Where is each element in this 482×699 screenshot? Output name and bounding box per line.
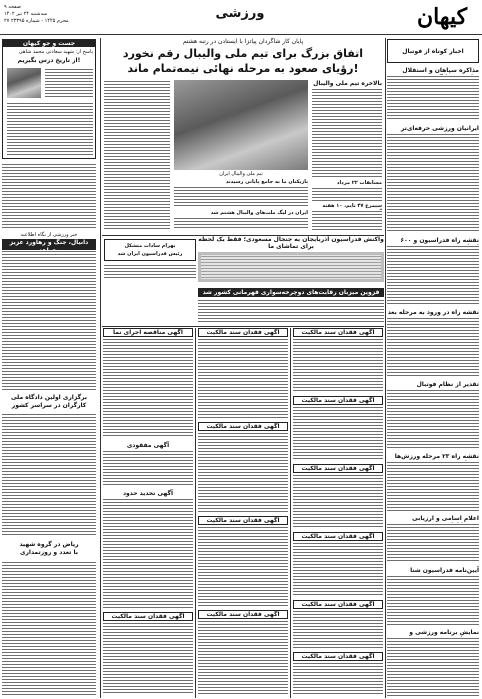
left-story4-heading: ریاض در گروه شهید با تعدد و روزتمداری (19, 541, 79, 556)
ads-column-3 (292, 328, 384, 698)
bar-body (198, 299, 384, 323)
banner-headline: واکنش فدراسیون آذربایجان به جنجال مسعودی؛ فقط یک لحظه برای تماشای ما (198, 236, 384, 250)
lead-body-right-3 (312, 210, 382, 230)
ad-title-14: آگهی فقدان سند مالکیت (293, 652, 383, 661)
lead-photo (174, 80, 308, 170)
right-h4: نقشه راه در ورود به مرحله بعد (387, 309, 479, 316)
left-story2-intro: خبر ورزشی از نگاه اطلاعیه (20, 232, 78, 238)
ad-body-11 (198, 620, 288, 694)
lead-headline-1: اتفاق بزرگ برای تیم ملی والیبال رقم نخورد (122, 47, 364, 60)
left-box-text (45, 68, 93, 98)
ad-title-9: آگهی فقدان سند مالکیت (198, 422, 288, 431)
issue-number: ۲۷ محرم ۱۴۴۵ - شماره ۲۳۳۹۵ (4, 18, 69, 24)
left-story2-heading: دانیال، جنگ و رهاورد عزیز (2, 239, 96, 255)
ad-title-10: آگهی فقدان سند مالکیت (198, 516, 288, 525)
ad-body-10 (198, 526, 288, 606)
left-body-2 (2, 250, 96, 390)
ad-body-13 (293, 610, 383, 648)
ad-body-8 (103, 622, 193, 694)
inset-body (104, 264, 196, 278)
lead-body-left (104, 80, 170, 230)
lead-body-right-2 (312, 187, 382, 201)
ad-title-13: آگهی فقدان سند مالکیت (293, 600, 383, 609)
bar-headline: قزوین میزبان رقابت‌های دوچرخه‌سواری قهرمانی کشور شد (198, 288, 384, 297)
left-box-sub: پاسخ از: شهید سعادتی محمد شاهی (18, 49, 93, 55)
ad-body-12 (293, 542, 383, 596)
ad-body-6 (103, 450, 193, 486)
lead-sub1: بازیکنان ما به جامع پایانی رسیدند (225, 179, 308, 185)
lead-body-mid-2 (174, 217, 308, 230)
logo-text: کیهان (416, 4, 468, 30)
right-body-8 (387, 575, 479, 625)
ads-divider-2 (290, 328, 291, 698)
lead-subhead-b: سیمرغ ۴۷ تایم، ۱۰ هفته (322, 203, 382, 209)
right-h7: اعلام اسامی و ارزیابی (412, 515, 479, 522)
left-box-body (7, 102, 93, 156)
right-body-6 (387, 461, 479, 511)
lead-headline-2: رؤیای صعود به مرحله نهائی نیمه‌تمام ماند! (127, 62, 359, 75)
ad-title-5: آگهی فقدان سند مالکیت (293, 464, 383, 473)
ad-title-3: آگهی فقدان سند مالکیت (293, 328, 383, 337)
lead-story (102, 38, 384, 234)
ads-divider-1 (195, 328, 196, 698)
ad-body-7 (103, 498, 193, 608)
lead-body-right (312, 88, 382, 178)
right-h6: نقشه راه ۲۳ مرحله ورزش‌ها (394, 453, 479, 460)
ad-title-8: آگهی فقدان سند مالکیت (103, 612, 193, 621)
masthead-logo (408, 2, 476, 32)
ad-title-2: آگهی فقدان سند مالکیت (198, 328, 288, 337)
lead-right-heading: بالاخره تیم ملی والیبال (313, 80, 382, 87)
lead-sub2: ایران در لیگ ملت‌های والیبال هشتم شد (210, 210, 308, 216)
ad-body-9 (198, 432, 288, 512)
issue-date: سه‌شنبه ۲۴ تیر ۱۴۰۲ (4, 11, 48, 17)
ad-body-5 (293, 474, 383, 528)
header-rule (0, 34, 482, 35)
right-h5: تقدیر از نظام فوتبال (416, 381, 479, 388)
left-body-4 (2, 561, 96, 697)
right-body-1 (387, 75, 479, 121)
inset-box (104, 239, 196, 261)
right-h1: مذاکره سپاهان و استقلال (402, 67, 479, 74)
page-number: صفحه ۹ (4, 4, 21, 10)
section-title: ورزشی (215, 6, 265, 21)
right-column (385, 37, 482, 699)
right-box (387, 39, 479, 63)
left-column-rule (100, 38, 101, 698)
author-photo (7, 68, 41, 98)
left-body-3 (2, 413, 96, 537)
ad-body-1 (103, 338, 193, 438)
lead-body-mid (174, 186, 308, 208)
banner-grey-block (198, 252, 384, 282)
right-body-9 (387, 637, 479, 697)
right-h9: نمایش برنامه ورزشی و (409, 629, 479, 636)
right-body-2 (387, 133, 479, 233)
right-box-title: اخبار کوتاه از فوتبال (402, 48, 464, 55)
left-box-title: جست و جو کیهان (3, 40, 95, 47)
left-story3-heading: برگزاری اولین دادگاه ملی کارگران در سراسر کشور (10, 394, 88, 409)
inset-title-2: رئیس فدراسیون ایران شد (117, 251, 183, 257)
ads-column-1 (102, 328, 194, 698)
right-body-3 (387, 245, 479, 305)
ad-title-4: آگهی فقدان سند مالکیت (293, 396, 383, 405)
right-body-7 (387, 523, 479, 563)
right-body-4 (387, 317, 479, 377)
banner-body (201, 255, 381, 279)
right-column-rule (385, 38, 386, 698)
ad-body-14 (293, 662, 383, 694)
lead-kicker: پایان کار شاگردان پیاتزا با ایستادن در رتبه هشتم (182, 38, 304, 45)
left-quote: از تاریخ درس بگیریم! (17, 57, 81, 64)
right-body-5 (387, 389, 479, 449)
ad-title-7: آگهی تحدید حدود (122, 490, 174, 497)
left-box (2, 39, 96, 159)
lead-subhead-a: مسابقات ۲۲ مرداد (336, 180, 382, 186)
right-h3: نقشه راه فدراسیون و ۶۰۰ (400, 237, 479, 244)
ad-title-6: آگهی مفقودی (126, 442, 170, 449)
ad-title-11: آگهی فقدان سند مالکیت (198, 610, 288, 619)
ad-body-4 (293, 406, 383, 460)
ad-body-3 (293, 338, 383, 392)
ad-title-1: آگهی مناقصه اجرای نما (103, 328, 193, 337)
ads-column-2 (197, 328, 289, 698)
left-body-1 (2, 163, 96, 229)
ads-rule (102, 326, 384, 327)
ad-body-2 (198, 338, 288, 418)
right-h8: آیین‌نامه فدراسیون شنا (410, 567, 479, 574)
left-column (0, 37, 100, 699)
ad-title-12: آگهی فقدان سند مالکیت (293, 532, 383, 541)
page-header (0, 0, 482, 38)
inset-title-1: بهرام سادات متشکل (124, 243, 176, 249)
lead-photo-caption: تیم ملی والیبال ایران (219, 171, 263, 177)
right-h2: ایرانیان ورزشی حرفه‌ای‌تر (400, 125, 479, 132)
